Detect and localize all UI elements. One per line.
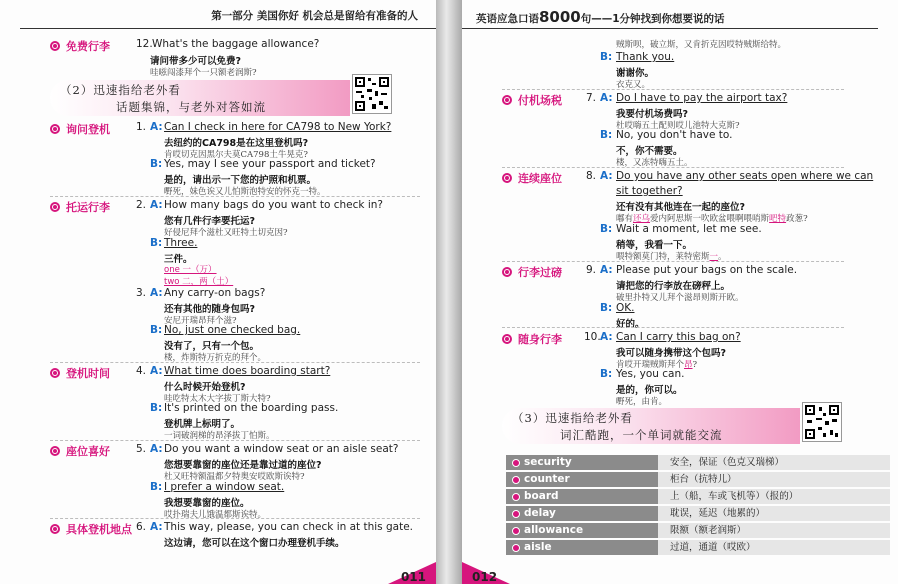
speaker-a-label: A: (150, 365, 163, 377)
bullet-icon (50, 202, 60, 212)
phonetic-hint: 嘢死，由肯。 (616, 397, 668, 407)
english-sentence: How many bags do you want to check in? (164, 199, 383, 211)
english-sentence: Any carry-on bags? (164, 287, 266, 299)
phonetic-hint: 杜哎嗨五土配则哎儿池特大克斯? (616, 121, 740, 131)
english-sentence: Three. (164, 237, 198, 249)
speaker-b-label: B: (600, 302, 613, 314)
banner-subtitle: 词汇酷跑，一个单词就能交流 (560, 428, 723, 442)
qr-code-icon (803, 403, 841, 441)
bullet-icon (502, 334, 512, 344)
divider (502, 89, 844, 90)
speaker-a-label: A: (600, 170, 613, 182)
speaker-a-label: A: (150, 121, 163, 133)
divider (50, 518, 420, 519)
chinese-translation: 没有了，只有一个包。 (164, 341, 260, 352)
banner-title: （2）迅速指给老外看 (60, 83, 181, 97)
bullet-icon (502, 95, 512, 105)
qr-code (802, 402, 842, 442)
phonetic-hint: 喂特额莫门特，莱特密斯一。 (616, 252, 727, 262)
category-boarding-location: 具体登机地点 (50, 521, 132, 537)
banner-subtitle: 话题集锦，与老外对答如流 (116, 100, 266, 114)
vocab-row (506, 522, 890, 539)
vocab-word: security (506, 455, 658, 470)
chinese-translation: 您有几件行李要托运? (164, 216, 256, 227)
category-check-in: 询问登机 (50, 121, 110, 137)
phonetic-hint: 衣克又。 (616, 80, 651, 90)
category-airport-tax: 付机场税 (502, 92, 562, 108)
english-sentence: No, you don't have to. (616, 129, 733, 141)
speaker-a-label: A: (150, 199, 163, 211)
speaker-b-label: B: (150, 324, 163, 336)
sentence-number: 6. (136, 521, 147, 533)
divider (502, 167, 844, 168)
english-sentence: Do I have to pay the airport tax? (616, 92, 788, 104)
speaker-a-label: A: (150, 287, 163, 299)
english-sentence: What time does boarding start? (164, 365, 331, 377)
english-sentence: Can I carry this bag on? (616, 331, 741, 343)
divider (502, 327, 844, 328)
bullet-icon (50, 124, 60, 134)
banner-title: （3）迅速指给老外看 (512, 411, 633, 425)
phonetic-hint: 一词破润梯的昂泽拔丁怕斯。 (164, 431, 275, 441)
bullet-icon (50, 446, 60, 456)
sentence-number: 10. (584, 331, 601, 343)
sentence-number: 5. (136, 443, 147, 455)
page-number: 012 (472, 570, 498, 584)
vocab-meaning: 过道，通道（哎欧） (658, 540, 890, 555)
sentence-number: 8. (586, 170, 597, 182)
sentence-number: 3. (136, 287, 147, 299)
divider (50, 362, 420, 363)
phonetic-hint: 肯哎切克因黑尔夫莫CA798土牛晃克? (164, 150, 308, 160)
chinese-translation: 稍等，我看一下。 (616, 240, 693, 251)
left-page (0, 0, 436, 584)
chinese-translation: 好的。 (616, 319, 645, 330)
category-seat-preference: 座位喜好 (50, 443, 110, 459)
english-sentence: This way, please, you can check in at this gate. (164, 521, 414, 533)
phonetic-hint: 楼，又冻特嗨五土。 (616, 158, 693, 168)
number-vocab-one: one 一（万） (164, 265, 217, 275)
vocab-row (506, 454, 890, 471)
bullet-icon (502, 173, 512, 183)
qr-code (352, 74, 392, 114)
speaker-b-label: B: (150, 237, 163, 249)
vocab-row (506, 539, 890, 556)
speaker-a-label: A: (150, 443, 163, 455)
phonetic-hint: 嘢死，妹色诶又儿怕斯泡特安的怀克一特。 (164, 187, 326, 197)
speaker-b-label: B: (150, 481, 163, 493)
left-header-title: 第一部分 美国你好 机会总是留给有准备的人 (211, 10, 418, 22)
bullet-icon (502, 267, 512, 277)
chinese-translation: 还有没有其他连在一起的座位? (616, 202, 746, 213)
chinese-translation: 还有其他的随身包吗? (164, 304, 256, 315)
english-sentence: Can I check in here for CA798 to New York? (164, 121, 392, 133)
vocab-row (506, 488, 890, 505)
right-page (462, 0, 898, 584)
page-number: 011 (400, 570, 426, 584)
vocab-row (506, 471, 890, 488)
bullet-icon (50, 524, 60, 534)
vocab-meaning: 上（船，车或飞机等）（报的） (658, 489, 890, 504)
english-sentence: No, just one checked bag. (164, 324, 301, 336)
vocab-meaning: 柜台（抗特儿） (658, 472, 890, 487)
phonetic-hint: 哎扑瑞夫儿饿温都斯诶特。 (164, 510, 267, 520)
english-sentence: Yes, may I see your passport and ticket? (164, 158, 376, 170)
divider (50, 196, 420, 197)
english-sentence: Thank you. (616, 51, 675, 63)
speaker-b-label: B: (600, 129, 613, 141)
english-sentence: Yes, you can. (616, 368, 685, 380)
vocab-word: board (506, 489, 658, 504)
book-spine (436, 0, 462, 584)
phonetic-hint: 安尼开瑞昂拜个滋? (164, 316, 237, 326)
sentence-number: 12. (136, 38, 153, 50)
sentence-number: 7. (586, 92, 597, 104)
category-carry-on: 随身行李 (502, 331, 562, 347)
speaker-b-label: B: (600, 368, 613, 380)
sentence-number: 2. (136, 199, 147, 211)
chinese-translation: 登机牌上标明了。 (164, 419, 241, 430)
phonetic-hint: 哇吃特太木大字拔丁斯大特? (164, 394, 271, 404)
vocab-word: allowance (506, 523, 658, 538)
chinese-translation: 请问带多少可以免费? (150, 56, 242, 67)
english-sentence: Wait a moment, let me see. (616, 223, 762, 235)
speaker-b-label: B: (150, 158, 163, 170)
qr-code-icon (353, 75, 391, 113)
sentence-number: 4. (136, 365, 147, 377)
chinese-translation: 我想要靠窗的座位。 (164, 498, 250, 509)
divider (50, 440, 420, 441)
speaker-b-label: B: (150, 402, 163, 414)
phonetic-hint: 破里扑特又儿拜个滋昂则斯开欧。 (616, 293, 744, 303)
speaker-a-label: A: (600, 92, 613, 104)
right-header-title: 英语应急口语8000句——1分钟找到你想要说的话 (476, 8, 725, 26)
chinese-translation: 您想要靠窗的座位还是靠过道的座位? (164, 460, 322, 471)
left-header-rule (20, 28, 436, 29)
phonetic-hint: 哇嗞闯漆拜个一只额老润斯? (150, 68, 257, 78)
english-sentence: Do you have any other seats open where we can (616, 170, 874, 182)
chinese-translation: 谢谢你。 (616, 68, 655, 79)
phonetic-hint: 嘟有还乌爱内阿思斯一吹欧盆喂啊喂哨斯吧特政葱? (616, 214, 808, 224)
right-page-header (462, 6, 898, 28)
category-free-baggage: 免费行李 (50, 38, 110, 54)
vocabulary-table (506, 454, 890, 556)
phonetic-hint: 好侵尼拜个滋杜又旺特土切克因? (164, 228, 288, 238)
english-sentence: Please put your bags on the scale. (616, 264, 798, 276)
chinese-translation: 请把您的行李放在磅秤上。 (616, 281, 731, 292)
vocab-meaning: 耽误，延迟（地累的） (658, 506, 890, 521)
vocab-word: aisle (506, 540, 658, 555)
vocab-meaning: 限额（额老润斯） (658, 523, 890, 538)
english-sentence: What's the baggage allowance? (152, 38, 320, 50)
number-vocab-two: two 二，两（土） (164, 277, 234, 287)
english-sentence: OK. (616, 302, 635, 314)
chinese-translation: 什么时候开始登机? (164, 382, 246, 393)
chinese-translation: 我可以随身携带这个包吗? (616, 348, 727, 359)
left-page-header (0, 6, 436, 28)
speaker-b-label: B: (600, 223, 613, 235)
right-header-rule (462, 28, 878, 29)
english-sentence-cont: sit together? (616, 185, 683, 197)
divider (502, 261, 844, 262)
phonetic-hint: 肯哎开瑞贼斯拜个昂? (616, 360, 698, 370)
chinese-translation: 不，你不需要。 (616, 146, 683, 157)
chinese-translation: 三件。 (164, 254, 193, 265)
chinese-translation: 我要付机场费吗? (616, 109, 689, 120)
chinese-translation: 是的，请出示一下您的护照和机票。 (164, 175, 317, 186)
vocab-word: counter (506, 472, 658, 487)
vocab-meaning: 安全，保证（色克又瑞梯） (658, 455, 890, 470)
chinese-translation: 这边请，您可以在这个窗口办理登机手续。 (164, 538, 345, 549)
sentence-number: 1. (136, 121, 147, 133)
category-baggage-scale: 行李过磅 (502, 264, 562, 280)
sentence-number: 9. (586, 264, 597, 276)
chinese-translation: 是的，你可以。 (616, 385, 683, 396)
speaker-b-label: B: (600, 51, 613, 63)
speaker-a-label: A: (600, 264, 613, 276)
speaker-a-label: A: (150, 521, 163, 533)
speaker-a-label: A: (600, 331, 613, 343)
phonetic-hint: 楼，炸斯特万折克的拜个。 (164, 353, 267, 363)
vocab-row (506, 505, 890, 522)
category-adjacent-seats: 连续座位 (502, 170, 562, 186)
section-banner-vocabulary (502, 408, 800, 444)
bullet-icon (50, 368, 60, 378)
vocab-word: delay (506, 506, 658, 521)
phonetic-hint: 贼斯呗，破立斯，又肯折克因哎特贼斯给特。 (616, 40, 787, 50)
english-sentence: Do you want a window seat or an aisle seat? (164, 443, 399, 455)
chinese-translation: 去纽约的CA798是在这里登机吗? (164, 138, 309, 149)
category-checked-baggage: 托运行李 (50, 199, 110, 215)
category-boarding-time: 登机时间 (50, 365, 110, 381)
phonetic-hint: 杜又旺特额温都夕特奥安哎欧斯诶特? (164, 472, 305, 482)
section-banner-topics (50, 80, 350, 116)
english-sentence: It's printed on the boarding pass. (164, 402, 339, 414)
bullet-icon (50, 41, 60, 51)
english-sentence: I prefer a window seat. (164, 481, 285, 493)
